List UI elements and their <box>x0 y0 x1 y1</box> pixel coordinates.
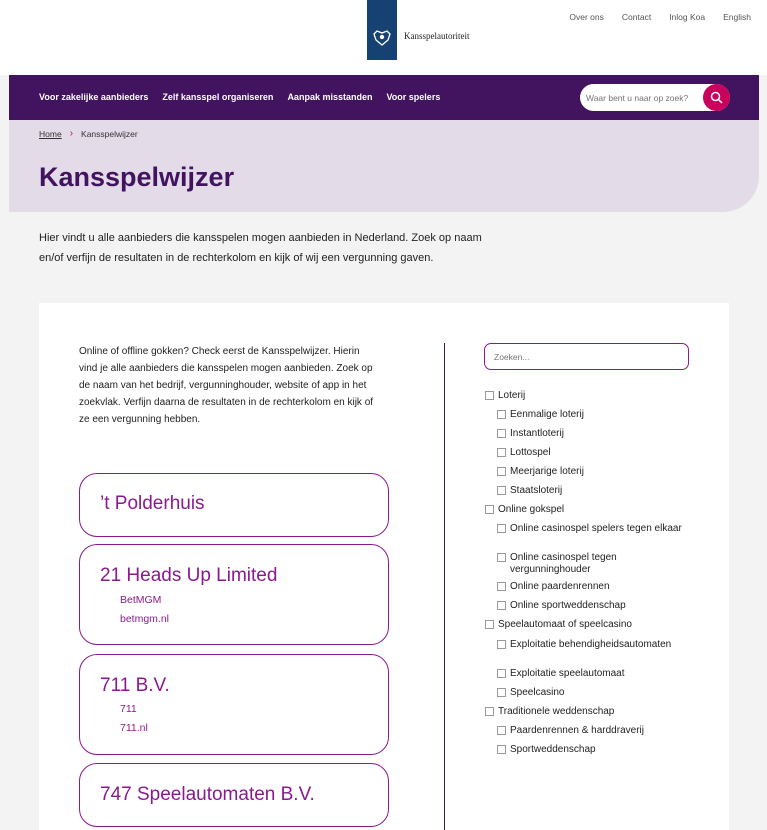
filter-label: Lottospel <box>510 447 551 458</box>
filter-option[interactable] <box>497 409 682 421</box>
logo[interactable] <box>367 0 397 60</box>
checkbox[interactable] <box>497 429 506 438</box>
filter-option[interactable] <box>497 725 682 737</box>
result-website: 711.nl <box>120 722 148 734</box>
result-card[interactable] <box>79 763 389 827</box>
card-description: Online of offline gokken? Check eerst de Kansspelwijzer. Hierin vind je alle aanbieders die kansspelen mogen aanbieden. Zoek op de naam van het bedrijf, vergunninghouder, website of app in het zoekvlak. Verfijn daarna de resultaten in de rechterkolom en kijk of ze een vergunning hebben. <box>79 346 374 425</box>
filter-label: Online paardenrennen <box>510 581 610 592</box>
filter-option[interactable] <box>497 600 682 612</box>
checkbox[interactable] <box>497 410 506 419</box>
site-search-input[interactable] <box>586 88 701 107</box>
checkbox[interactable] <box>497 582 506 591</box>
filter-label: Online casinospel tegen vergunninghouder <box>510 552 617 575</box>
top-link-over-ons[interactable]: Over ons <box>569 12 604 22</box>
site-search <box>580 84 730 111</box>
logo-text: Kansspelautoriteit <box>404 31 470 41</box>
page-title: Kansspelwijzer <box>39 162 235 192</box>
result-name: 747 Speelautomaten B.V. <box>100 784 315 805</box>
checkbox[interactable] <box>497 745 506 754</box>
filter-label: Eenmalige loterij <box>510 409 584 420</box>
filter-label: Speelcasino <box>510 687 565 698</box>
filter-option[interactable] <box>497 687 682 699</box>
result-name: 21 Heads Up Limited <box>100 565 278 586</box>
nav-item-zelf-kansspel[interactable]: Zelf kansspel organiseren <box>162 92 274 102</box>
filter-label: Sportweddenschap <box>510 744 596 755</box>
nav-item-voor-spelers[interactable]: Voor spelers <box>386 92 441 102</box>
filter-option[interactable] <box>497 428 682 440</box>
filter-option[interactable] <box>497 668 682 680</box>
filter-option[interactable] <box>497 639 682 651</box>
filter-option[interactable] <box>497 447 682 459</box>
page-header <box>9 120 759 212</box>
filter-label: Online casinospel spelers tegen elkaar <box>510 523 682 534</box>
chevron-right-icon: › <box>69 128 74 139</box>
checkbox[interactable] <box>497 524 506 533</box>
top-links <box>551 12 751 22</box>
filter-label: Instantloterij <box>510 428 564 439</box>
crest-icon <box>371 28 393 48</box>
top-link-contact[interactable]: Contact <box>621 12 652 22</box>
filter-label: Paardenrennen & harddraverij <box>510 725 644 736</box>
top-bar <box>0 0 767 75</box>
filter-label: Traditionele weddenschap <box>498 706 615 717</box>
filter-label: Staatsloterij <box>510 485 563 496</box>
filter-option[interactable] <box>485 390 685 402</box>
main-nav <box>9 75 759 120</box>
result-card[interactable] <box>79 473 389 537</box>
filter-option[interactable] <box>497 523 682 535</box>
filter-option[interactable] <box>497 581 682 593</box>
breadcrumb-current: Kansspelwijzer <box>81 128 138 139</box>
filter-option[interactable] <box>485 706 685 718</box>
nav-item-zakelijke-aanbieders[interactable]: Voor zakelijke aanbieders <box>39 92 149 102</box>
checkbox[interactable] <box>497 726 506 735</box>
checkbox[interactable] <box>497 601 506 610</box>
filter-option[interactable] <box>485 504 685 516</box>
filter-search-input[interactable] <box>494 349 679 364</box>
site-search-button[interactable] <box>703 84 730 111</box>
filter-option[interactable] <box>497 466 682 478</box>
nav-item-aanpak-misstanden[interactable]: Aanpak misstanden <box>287 92 373 102</box>
checkbox[interactable] <box>497 448 506 457</box>
intro-text: Hier vindt u alle aanbieders die kansspelen mogen aanbieden in Nederland. Zoek op naam en/of verfijn de resultaten in de rechterkolom en kijk of wij een vergunning gaven. <box>39 232 482 264</box>
checkbox[interactable] <box>497 467 506 476</box>
filter-label: Online sportweddenschap <box>510 600 626 611</box>
column-divider <box>444 343 445 830</box>
filter-option[interactable] <box>497 552 682 576</box>
top-link-inlog[interactable]: Inlog Koa <box>669 12 706 22</box>
checkbox[interactable] <box>485 707 494 716</box>
checkbox[interactable] <box>485 505 494 514</box>
search-card <box>39 303 729 830</box>
top-link-english[interactable]: English <box>723 12 751 22</box>
breadcrumb <box>39 128 138 139</box>
search-icon <box>710 91 723 104</box>
filter-search <box>484 343 689 370</box>
filter-option[interactable] <box>497 744 682 756</box>
result-name: 711 B.V. <box>100 675 170 696</box>
result-card[interactable] <box>79 544 389 645</box>
filter-label: Speelautomaat of speelcasino <box>498 619 632 630</box>
filter-option[interactable] <box>497 485 682 497</box>
filter-option[interactable] <box>485 619 685 631</box>
filter-label: Loterij <box>498 390 526 401</box>
filter-label: Meerjarige loterij <box>510 466 584 477</box>
filter-label: Online gokspel <box>498 504 565 515</box>
result-name: ’t Polderhuis <box>100 493 205 514</box>
checkbox[interactable] <box>497 669 506 678</box>
result-website: betmgm.nl <box>120 613 170 625</box>
checkbox[interactable] <box>485 620 494 629</box>
checkbox[interactable] <box>485 391 494 400</box>
result-brand: BetMGM <box>120 594 162 606</box>
checkbox[interactable] <box>497 553 506 562</box>
filter-label: Exploitatie behendigheidsautomaten <box>510 639 672 650</box>
checkbox[interactable] <box>497 640 506 649</box>
result-brand: 711 <box>120 703 137 715</box>
result-card[interactable] <box>79 654 389 755</box>
filter-label: Exploitatie speelautomaat <box>510 668 625 679</box>
breadcrumb-home[interactable]: Home <box>39 128 62 139</box>
checkbox[interactable] <box>497 486 506 495</box>
checkbox[interactable] <box>497 688 506 697</box>
